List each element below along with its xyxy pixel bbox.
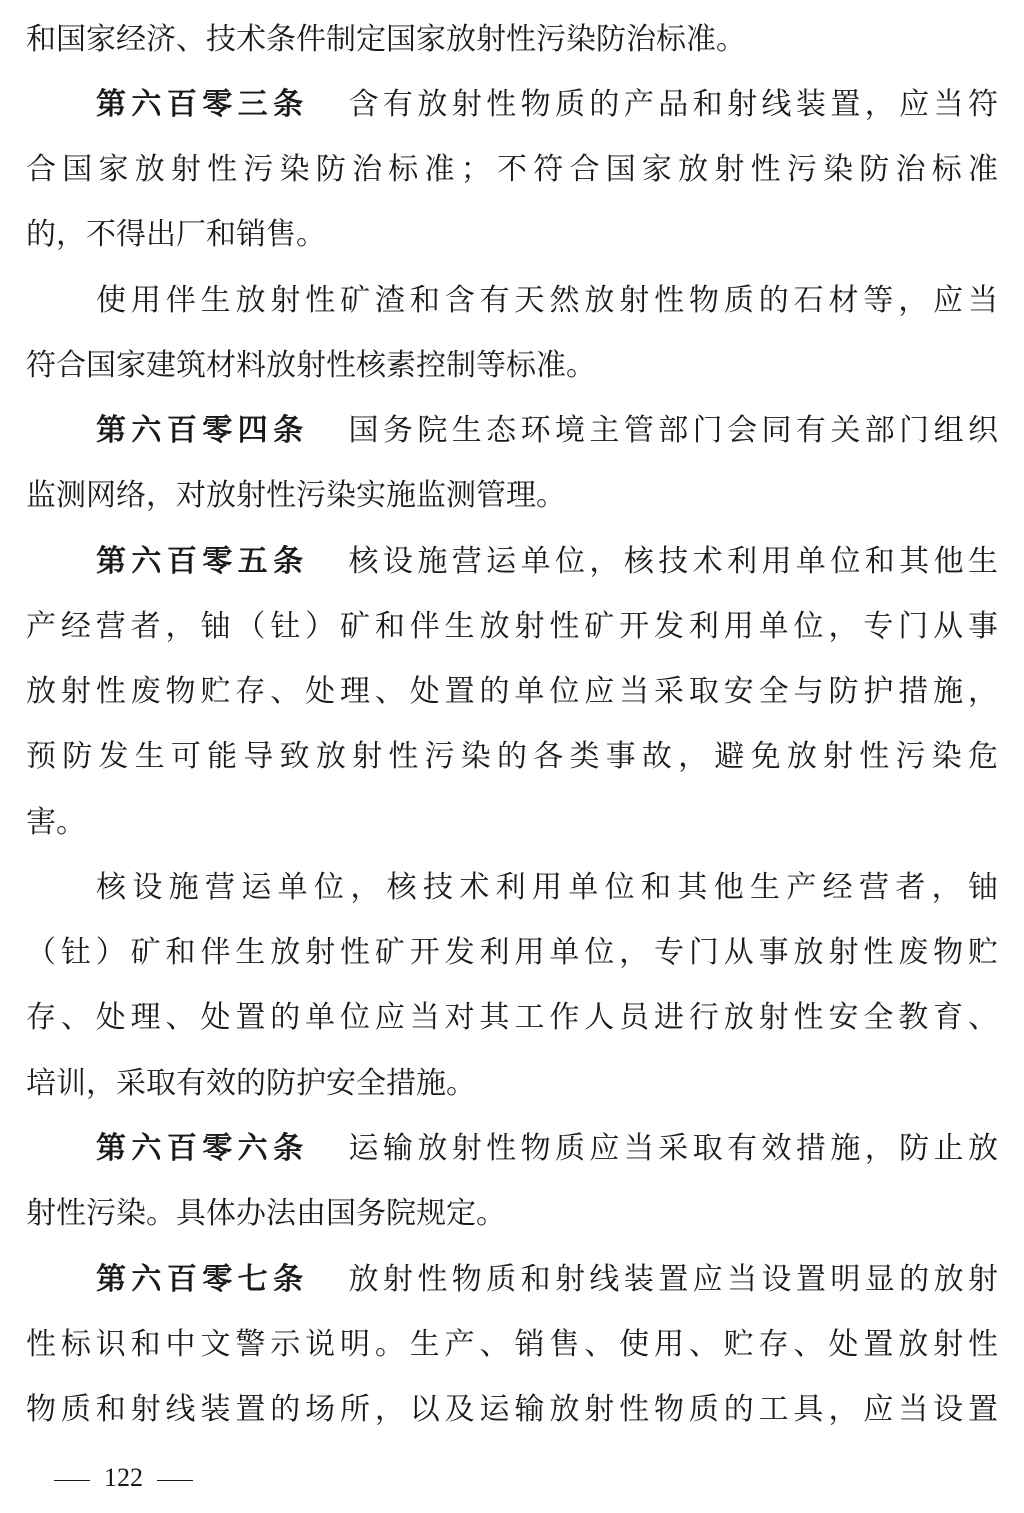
text-line — [26, 1194, 998, 1234]
line-text: 性标识和中文警示说明。生产、销售、使用、贮存、处置放射性 — [26, 1327, 998, 1362]
text-line — [26, 1325, 998, 1365]
line-text: 和国家经济、技术条件制定国家放射性污染防治标准。 — [26, 22, 746, 57]
text-line — [26, 607, 998, 647]
line-text: 符合国家建筑材料放射性核素控制等标准。 — [26, 348, 596, 383]
article-606-line — [96, 1129, 998, 1169]
text-line — [26, 933, 998, 973]
line-text: 存、处理、处置的单位应当对其工作人员进行放射性安全教育、 — [26, 1000, 998, 1035]
article-heading-603: 第六百零三条 — [96, 87, 309, 122]
line-text: 国务院生态环境主管部门会同有关部门组织 — [348, 413, 998, 448]
text-line — [26, 215, 998, 255]
line-text: 使用伴生放射性矿渣和含有天然放射性物质的石材等，应当 — [96, 283, 998, 318]
text-line — [26, 803, 998, 843]
text-line — [26, 998, 998, 1038]
line-text: 预防发生可能导致放射性污染的各类事故，避免放射性污染危 — [26, 739, 998, 774]
text-line — [26, 1390, 998, 1430]
line-text: 产经营者，铀（钍）矿和伴生放射性矿开发利用单位，专门从事 — [26, 609, 998, 644]
line-text: 放射性废物贮存、处理、处置的单位应当采取安全与防护措施， — [26, 674, 998, 709]
line-text: 害。 — [26, 805, 86, 840]
line-text: 放射性物质和射线装置应当设置明显的放射 — [348, 1262, 998, 1297]
article-heading-604: 第六百零四条 — [96, 413, 309, 448]
text-line — [26, 20, 998, 60]
page-number-dash-right — [157, 1480, 193, 1481]
article-604-line — [96, 411, 998, 451]
page-number — [40, 1458, 207, 1498]
line-text: 合国家放射性污染防治标准；不符合国家放射性污染防治标准 — [26, 152, 998, 187]
line-text: 核设施营运单位，核技术利用单位和其他生产经营者，铀 — [96, 870, 998, 905]
line-text: 射性污染。具体办法由国务院规定。 — [26, 1196, 506, 1231]
page-number-dash-left — [54, 1480, 90, 1481]
text-line — [26, 346, 998, 386]
article-605-line — [96, 542, 998, 582]
text-line — [96, 868, 998, 908]
article-607-line — [96, 1260, 998, 1300]
line-text: 运输放射性物质应当采取有效措施，防止放 — [348, 1131, 998, 1166]
text-line — [26, 150, 998, 190]
article-heading-605: 第六百零五条 — [96, 544, 309, 579]
line-text: 培训，采取有效的防护安全措施。 — [26, 1066, 476, 1101]
article-heading-606: 第六百零六条 — [96, 1131, 309, 1166]
page-number-value: 122 — [104, 1463, 143, 1492]
line-text: 监测网络，对放射性污染实施监测管理。 — [26, 478, 566, 513]
text-line — [26, 1064, 998, 1104]
line-text: （钍）矿和伴生放射性矿开发利用单位，专门从事放射性废物贮 — [26, 935, 998, 970]
article-heading-607: 第六百零七条 — [96, 1262, 309, 1297]
line-text: 的，不得出厂和销售。 — [26, 217, 326, 252]
line-text: 核设施营运单位，核技术利用单位和其他生 — [348, 544, 998, 579]
article-603-line — [96, 85, 998, 125]
text-line — [96, 281, 998, 321]
text-line — [26, 672, 998, 712]
text-line — [26, 737, 998, 777]
line-text: 物质和射线装置的场所，以及运输放射性物质的工具，应当设置 — [26, 1392, 998, 1427]
text-line — [26, 476, 998, 516]
line-text: 含有放射性物质的产品和射线装置，应当符 — [348, 87, 998, 122]
